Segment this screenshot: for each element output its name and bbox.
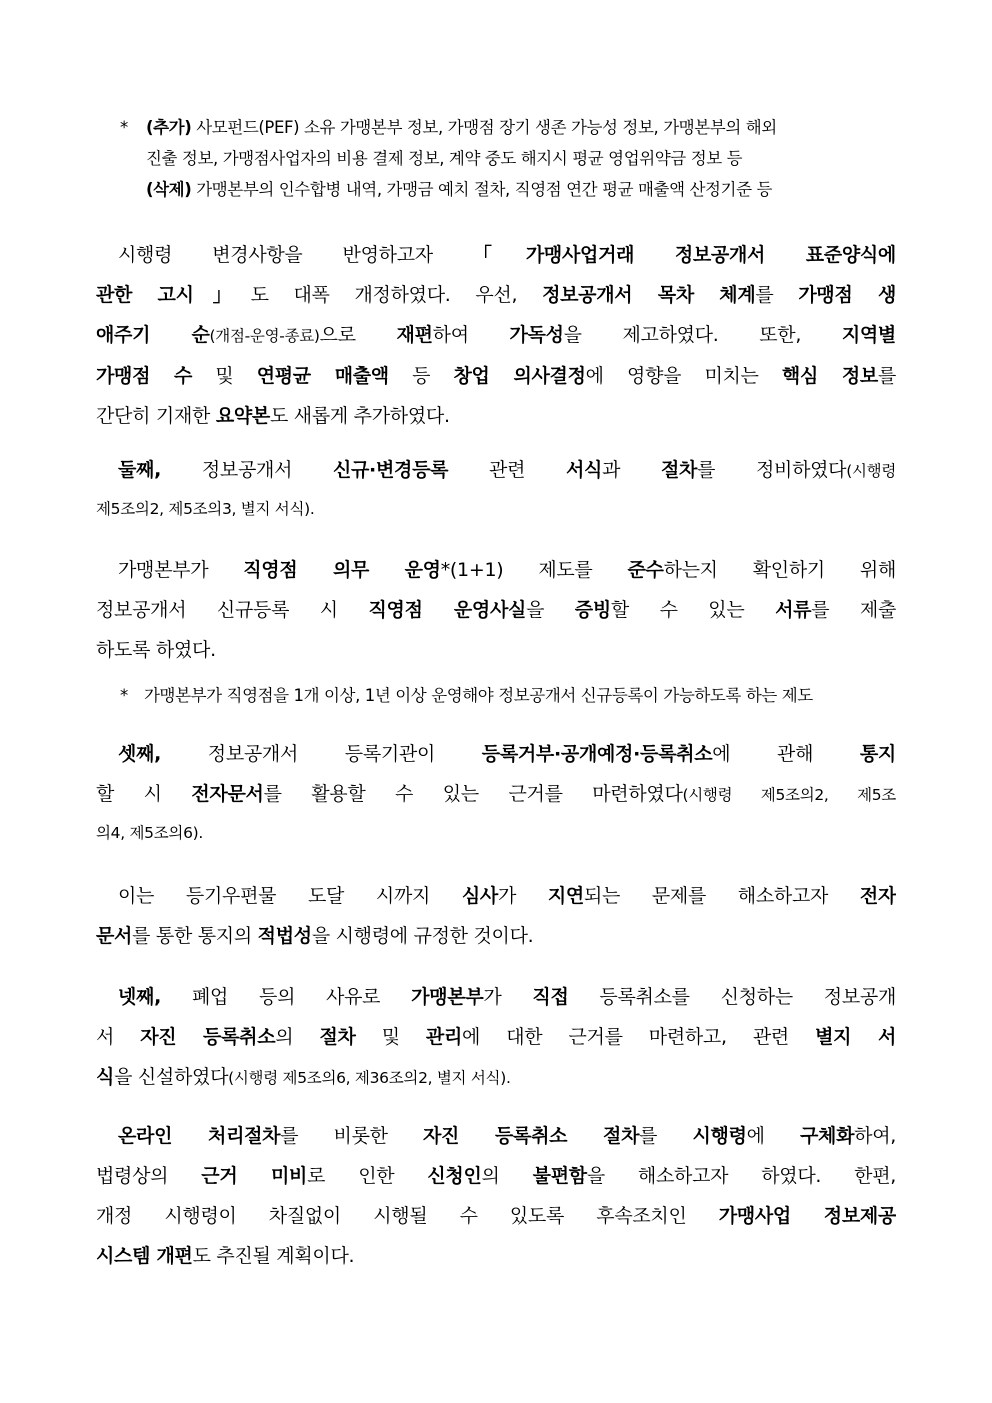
text-bold: 핵심 정보 xyxy=(781,365,878,387)
footnote-direct-store-rule xyxy=(120,680,910,711)
text-small: (시행령 xyxy=(846,462,896,480)
paragraph-online-procedure xyxy=(96,1116,896,1276)
text-bold: 적법성 xyxy=(257,925,312,947)
text-run: 및 xyxy=(192,365,257,387)
text-run: 폐업 등의 사유로 xyxy=(161,986,412,1008)
text-run: 과 xyxy=(602,459,661,481)
note-asterisk: * xyxy=(120,686,128,705)
text-bold: 불편함 xyxy=(532,1165,587,1187)
text-bold: 지역별 xyxy=(841,324,896,346)
text-run: 를 정비하였다 xyxy=(697,459,847,481)
text-bold: 가맹점 수 xyxy=(96,365,193,387)
text-bold: 직영점 운영사실 xyxy=(368,599,527,621)
section-label: 넷째, xyxy=(118,986,162,1008)
text-bold: 시행령 xyxy=(692,1125,747,1147)
note-text: 사모펀드(PEF) 소유 가맹본부 정보, 가맹점 장기 생존 가능성 정보, 가맹본부의 해외 xyxy=(191,118,777,137)
text-bold: 통지 xyxy=(859,743,896,765)
text-run: 를 xyxy=(639,1125,693,1147)
paragraph-second xyxy=(96,450,896,527)
text-run: 를 비롯한 xyxy=(280,1125,423,1147)
text-run: 서 xyxy=(96,1026,141,1048)
text-run: 등록취소를 신청하는 정보공개 xyxy=(568,986,896,1008)
text-bold: 서식 xyxy=(565,459,603,481)
text-run: 을 xyxy=(526,599,575,621)
text-bold: 등록거부·공개예정·등록취소 xyxy=(481,743,713,765)
text-bold: 자진 등록취소 xyxy=(140,1026,276,1048)
footnote-added-deleted xyxy=(120,112,910,205)
text-run: 도 대폭 개정하였다. 우선, xyxy=(250,284,543,306)
note-asterisk: * xyxy=(120,118,128,137)
added-label: (추가) xyxy=(146,118,192,137)
section-label: 둘째, xyxy=(118,459,162,481)
text-bold: 가맹점 생 xyxy=(798,284,896,306)
section-label: 셋째, xyxy=(118,743,162,765)
text-run: 가 xyxy=(497,885,548,907)
text-bold: 구체화 xyxy=(799,1125,855,1147)
note-text: 가맹본부가 직영점을 1개 이상, 1년 이상 운영해야 정보공개서 신규등록이 가능하도록 하는 제도 xyxy=(144,686,813,705)
text-run: 가 xyxy=(483,986,533,1008)
text-run: 의 xyxy=(275,1026,320,1048)
text-run: 법령상의 xyxy=(96,1165,202,1187)
text-run: 의 xyxy=(481,1165,533,1187)
text-bold: 심사 xyxy=(461,885,498,907)
text-bold: 직영점 의무 운영 xyxy=(243,559,441,581)
text-bold: 요약본 xyxy=(215,405,270,427)
text-run: 관련 xyxy=(448,459,566,481)
text-bold: 창업 의사결정 xyxy=(453,365,586,387)
text-run: 할 수 있는 xyxy=(610,599,776,621)
text-run: 개정 시행령이 차질없이 시행될 수 있도록 후속조치인 xyxy=(96,1205,719,1227)
text-bold: 정보공개서 목차 체계 xyxy=(542,284,756,306)
text-bold: 증빙 xyxy=(574,599,611,621)
text-bold: 재편 xyxy=(396,324,433,346)
note-text: 가맹본부의 인수합병 내역, 가맹금 예치 절차, 직영점 연간 평균 매출액 산정기준 등 xyxy=(191,180,772,199)
text-bold: 근거 미비 xyxy=(201,1165,308,1187)
text-run: 가맹본부가 xyxy=(118,559,244,581)
paragraph-standard-form-revision xyxy=(96,235,896,436)
text-small: (시행령 제5조의6, 제36조의2, 별지 서식). xyxy=(228,1069,511,1087)
text-run: 를 통한 통지의 xyxy=(132,925,258,947)
text-bold: 애주기 순 xyxy=(96,324,210,346)
text-run: 시행령 변경사항을 반영하고자 xyxy=(118,244,473,266)
text-run: 을 시행령에 규정한 것이다. xyxy=(311,925,534,947)
paragraph-fourth xyxy=(96,977,896,1098)
text-run: 하여, xyxy=(854,1125,896,1147)
deleted-label: (삭제) xyxy=(146,180,192,199)
text-run: 할 시 xyxy=(96,783,192,805)
text-run: 정보공개서 신규등록 시 xyxy=(96,599,369,621)
text-run: 정보공개서 등록기관이 xyxy=(161,743,482,765)
note-text: 진출 정보, 가맹점사업자의 비용 결제 정보, 계약 중도 해지시 평균 영업위약금 정보 등 xyxy=(146,149,743,168)
text-run: 도 추진될 계획이다. xyxy=(192,1245,355,1267)
text-bold: 절차 xyxy=(660,459,698,481)
text-bold: 「가맹사업거래 정보공개서 표준양식에 xyxy=(472,244,896,266)
text-run: 등 xyxy=(388,365,454,387)
text-bold: 별지 서 xyxy=(815,1026,896,1048)
text-bold: 문서 xyxy=(96,925,133,947)
text-run: 도 새롭게 추가하였다. xyxy=(269,405,450,427)
text-run: 를 활용할 수 있는 근거를 마련하였다 xyxy=(263,783,683,805)
text-small: (시행령 제5조의2, 제5조 xyxy=(682,786,896,804)
text-small: 제5조의2, 제5조의3, 별지 서식). xyxy=(96,500,315,518)
text-run: 하여 xyxy=(432,324,510,346)
text-run: *(1+1) 제도를 xyxy=(440,559,628,581)
text-bold: 관리 xyxy=(425,1026,463,1048)
text-bold: 절차 xyxy=(319,1026,356,1048)
text-bold: 준수 xyxy=(627,559,664,581)
text-bold: 서류 xyxy=(775,599,812,621)
text-run: 에 대한 근거를 마련하고, 관련 xyxy=(462,1026,816,1048)
text-small: (개점-운영-종료) xyxy=(209,327,320,345)
text-run: 에 관해 xyxy=(712,743,860,765)
text-bold: 식 xyxy=(96,1066,115,1088)
text-run: 를 xyxy=(877,365,896,387)
text-bold: 자진 등록취소 절차 xyxy=(423,1125,640,1147)
paragraph-third xyxy=(96,734,896,851)
text-bold: 연평균 매출액 xyxy=(256,365,389,387)
paragraph-direct-store xyxy=(96,550,896,670)
text-bold: 가맹본부 xyxy=(411,986,484,1008)
text-run: 하도록 하였다. xyxy=(96,639,216,661)
text-bold: 관한 고시」 xyxy=(96,284,251,306)
text-bold: 신청인 xyxy=(427,1165,482,1187)
text-bold: 전자 xyxy=(859,885,896,907)
text-bold: 전자문서 xyxy=(191,783,264,805)
text-run: 으로 xyxy=(319,324,397,346)
text-bold: 지연 xyxy=(547,885,584,907)
text-bold: 가독성 xyxy=(509,324,564,346)
text-run: 및 xyxy=(355,1026,426,1048)
text-small: 의4, 제5조의6). xyxy=(96,824,204,842)
text-run: 에 xyxy=(746,1125,800,1147)
text-run: 을 해소하고자 하였다. 한편, xyxy=(586,1165,896,1187)
text-run: 를 제출 xyxy=(811,599,896,621)
text-run: 에 영향을 미치는 xyxy=(585,365,782,387)
text-bold: 시스템 개편 xyxy=(96,1245,193,1267)
text-run: 로 인한 xyxy=(307,1165,428,1187)
text-run: 을 제고하였다. 또한, xyxy=(563,324,842,346)
text-run: 하는지 확인하기 위해 xyxy=(663,559,896,581)
text-run: 를 xyxy=(755,284,799,306)
paragraph-electronic-notice xyxy=(96,876,896,956)
text-run: 정보공개서 xyxy=(161,459,333,481)
text-run: 간단히 기재한 xyxy=(96,405,216,427)
text-run: 을 신설하였다 xyxy=(114,1066,229,1088)
text-bold: 가맹사업 정보제공 xyxy=(718,1205,896,1227)
text-bold: 직접 xyxy=(532,986,569,1008)
text-bold: 신규·변경등록 xyxy=(332,459,449,481)
text-bold: 온라인 처리절차 xyxy=(118,1125,281,1147)
text-run: 이는 등기우편물 도달 시까지 xyxy=(118,885,462,907)
text-run: 되는 문제를 해소하고자 xyxy=(583,885,860,907)
